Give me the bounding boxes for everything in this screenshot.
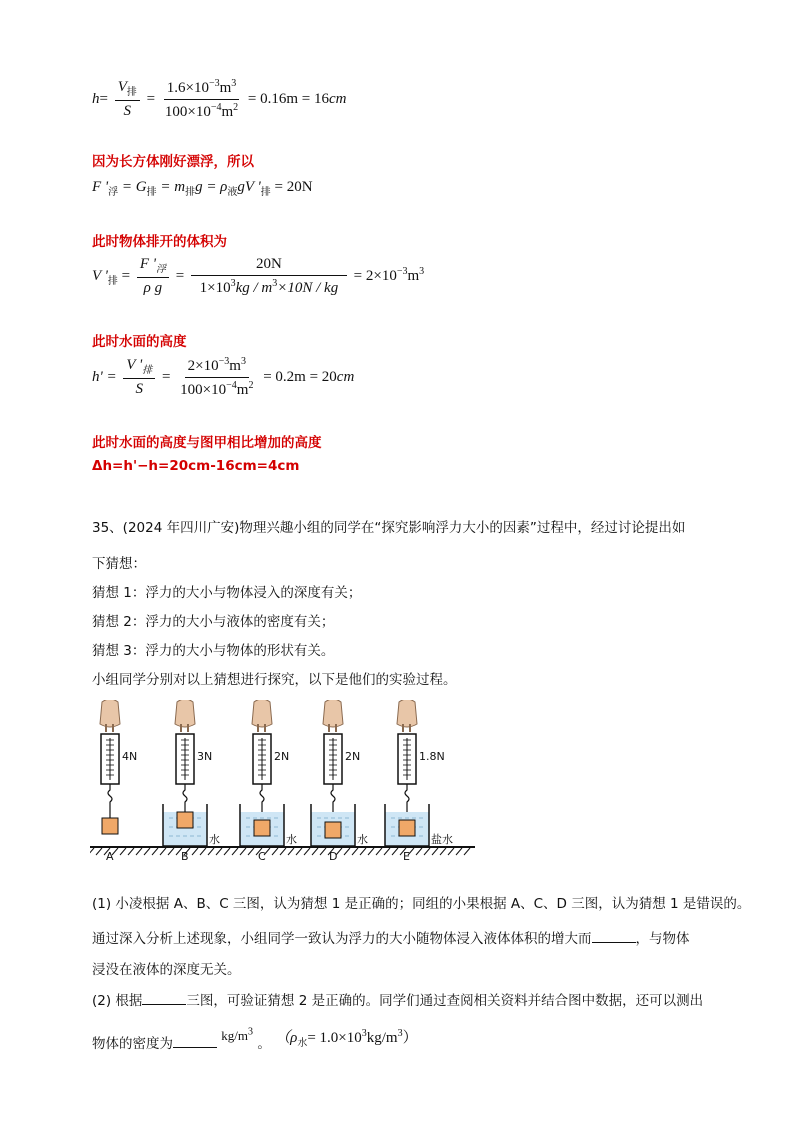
- ground-hatch: [232, 848, 238, 855]
- ground-hatch: [280, 848, 286, 855]
- ground-hatch: [464, 848, 470, 855]
- ground-hatch: [360, 848, 366, 855]
- block: [177, 812, 193, 828]
- q2-close: ）: [402, 1030, 418, 1046]
- ground-hatch: [240, 848, 246, 855]
- q2-period: 。: [257, 1036, 271, 1052]
- hand-icon: [252, 700, 272, 727]
- delta-h-result: Δh=h'−h=20cm-16cm=4cm: [92, 458, 300, 474]
- eq1-frac2-den: 100×10: [164, 104, 211, 120]
- eq2-result: = 20N: [274, 179, 313, 195]
- eq4-frac2-num-unit-sup: 3: [240, 356, 246, 367]
- hand-icon: [323, 700, 343, 727]
- ground-hatch: [216, 848, 222, 855]
- guess-1: 猜想 1：浮力的大小与物体浸入的深度有关；: [92, 585, 362, 601]
- hook-icon: [108, 784, 112, 818]
- ground-hatch: [440, 848, 446, 855]
- eq3-frac1-num: F ': [139, 256, 156, 272]
- eq1-frac2-den-unit-sup: 2: [233, 102, 239, 113]
- ground-hatch: [208, 848, 214, 855]
- eq4-result: = 0.2m = 20: [263, 368, 337, 385]
- block: [254, 820, 270, 836]
- eq2-m: = m: [160, 179, 186, 195]
- answer-blank-3[interactable]: [173, 1033, 217, 1048]
- eq4-frac2-den: 100×10: [180, 382, 227, 398]
- eq2-f-sub: 浮: [108, 187, 119, 198]
- hand-icon: [100, 700, 120, 727]
- eq3-frac2-den-c: ×10N / kg: [277, 280, 339, 296]
- ground-hatch: [90, 848, 94, 855]
- q2-rho-sub: 水: [297, 1038, 308, 1049]
- block: [325, 822, 341, 838]
- eq4-frac1-num-sub: 排: [142, 365, 153, 376]
- ground-hatch: [192, 848, 198, 855]
- question-1-line2: [92, 927, 690, 947]
- liquid-label: 水: [286, 833, 297, 846]
- eq2-f: F ': [92, 179, 109, 195]
- note-height-increase: 此时水面的高度与图甲相比增加的高度: [92, 435, 322, 451]
- hand-icon: [175, 700, 195, 727]
- eq3-lhs-sub: 排: [107, 275, 118, 287]
- ground-hatch: [392, 848, 398, 855]
- eq4-frac2-den-unit-sup: 2: [248, 380, 254, 391]
- scale-reading: 4N: [122, 750, 138, 763]
- equation-new-height: [92, 356, 354, 399]
- question-2-line1: [92, 989, 703, 1009]
- question-2-line2: [92, 1026, 418, 1055]
- eq2-g: = G: [121, 179, 147, 195]
- eq3-frac1-num-sub: 浮: [155, 264, 166, 275]
- eq4-equals: =: [161, 368, 171, 385]
- eq1-frac2-den-unit: m: [221, 104, 234, 120]
- eq1-result: = 0.16m = 16: [247, 90, 329, 107]
- eq3-frac2-den-sup2: 3: [272, 278, 278, 289]
- block: [399, 820, 415, 836]
- equation-buoyancy: [92, 179, 313, 198]
- eq4-lhs: h' =: [92, 368, 117, 385]
- ground-hatch: [200, 848, 206, 855]
- ground-hatch: [384, 848, 390, 855]
- panel-letter: A: [106, 850, 114, 860]
- q2-line2-text: 物体的密度为: [92, 1036, 173, 1052]
- eq1-lhs: h: [92, 90, 100, 107]
- eq3-frac1-den: ρ g: [143, 280, 163, 296]
- equation-height-h: h= $\frac{V_排}{S}$ = $\frac{1.6\times 10^{-3}m^3}{100\times 10^{-4}m^2}$ = 0.16m = 16cm: [92, 78, 347, 120]
- ground-hatch: [272, 848, 278, 855]
- panel-letter: C: [258, 850, 266, 860]
- ground-hatch: [128, 848, 134, 855]
- ground-hatch: [120, 848, 126, 855]
- eq4-fraction-1: [123, 357, 155, 398]
- note-water-height: 此时水面的高度: [92, 334, 187, 350]
- eq2-gv: gV ': [237, 179, 261, 195]
- eq3-equals: =: [121, 267, 131, 284]
- ground-hatch: [152, 848, 158, 855]
- guess-2: 猜想 2：浮力的大小与液体的密度有关；: [92, 614, 335, 630]
- ground-hatch: [96, 848, 102, 855]
- q2-unit: kg/m: [221, 1028, 249, 1043]
- q2-rho-sup: 3: [361, 1028, 367, 1039]
- eq3-fraction-2: [191, 256, 347, 297]
- eq2-rho: g = ρ: [195, 179, 228, 195]
- note-displaced-volume: 此时物体排开的体积为: [92, 234, 227, 250]
- liquid-label: 水: [357, 833, 368, 846]
- eq3-frac2-den-b: kg / m: [235, 280, 273, 296]
- eq4-frac2-num: 2×10: [187, 358, 219, 374]
- eq1-frac2-num-unit-sup: 3: [231, 78, 237, 89]
- panel-letter: B: [181, 850, 189, 860]
- panel-letter: D: [329, 850, 338, 860]
- eq1-frac1-num-sub: 排: [126, 87, 137, 98]
- eq2-g-sub: 排: [146, 187, 157, 198]
- experiment-intro: 小组同学分别对以上猜想进行探究，以下是他们的实验过程。: [92, 672, 457, 688]
- eq3-result-unit: m: [407, 267, 420, 284]
- ground-hatch: [304, 848, 310, 855]
- ground-hatch: [448, 848, 454, 855]
- ground-hatch: [424, 848, 430, 855]
- q2-rho-value: = 1.0×10: [307, 1030, 362, 1046]
- ground-hatch: [224, 848, 230, 855]
- ground-hatch: [296, 848, 302, 855]
- problem-intro-line2: 下猜想：: [92, 556, 146, 572]
- q2-line1-text: 三图，可验证猜想 2 是正确的。同学们通过查阅相关资料并结合图中数据，还可以测出: [186, 993, 704, 1009]
- ground-hatch: [136, 848, 142, 855]
- scale-reading: 2N: [274, 750, 290, 763]
- q2-rho-unit-sup: 3: [397, 1028, 403, 1039]
- eq2-m-sub: 排: [185, 187, 196, 198]
- ground-hatch: [168, 848, 174, 855]
- eq3-lhs: V ': [92, 267, 108, 284]
- problem-intro-line1: 35、(2024 年四川广安)物理兴趣小组的同学在“探究影响浮力大小的因素”过程中，经过讨论提出如: [92, 520, 686, 536]
- question-1-line3: 浸没在液体的深度无关。: [92, 962, 241, 978]
- eq1-fraction-1: [115, 79, 140, 120]
- eq3-frac2-den-a: 1×10: [199, 280, 231, 296]
- ground-hatch: [376, 848, 382, 855]
- panel-letter: E: [403, 850, 410, 860]
- scale-reading: 2N: [345, 750, 361, 763]
- note-floating: 因为长方体刚好漂浮，所以: [92, 154, 254, 170]
- experiment-figure: [90, 700, 480, 860]
- eq1-frac2-num: 1.6×10: [166, 80, 209, 96]
- eq3-frac2-num: 20N: [191, 256, 347, 276]
- eq4-frac2-den-sup: −4: [226, 380, 237, 391]
- eq2-v-sub: 排: [260, 187, 271, 198]
- ground-hatch: [144, 848, 150, 855]
- ground-hatch: [368, 848, 374, 855]
- eq3-result: = 2×10: [353, 267, 397, 284]
- eq4-frac2-num-unit: m: [229, 358, 241, 374]
- eq1-frac2-num-sup: −3: [208, 78, 220, 89]
- guess-3: 猜想 3：浮力的大小与物体的形状有关。: [92, 643, 335, 659]
- eq4-unit: cm: [336, 368, 355, 385]
- ground-hatch: [352, 848, 358, 855]
- eq4-frac1-den: S: [135, 381, 144, 397]
- ground-hatch: [344, 848, 350, 855]
- eq1-unit: cm: [328, 90, 347, 107]
- eq1-frac2-den-sup: −4: [210, 102, 222, 113]
- eq1-frac1-num: V: [117, 79, 127, 95]
- scale-reading: 1.8N: [419, 750, 445, 763]
- q1-line2-end: ，与物体: [635, 931, 690, 947]
- ground-hatch: [456, 848, 462, 855]
- question-1-line1: (1) 小凌根据 A、B、C 三图，认为猜想 1 是正确的；同组的小果根据 A、C、D 三图，认为猜想 1 是错误的。: [92, 896, 751, 912]
- hand-icon: [397, 700, 417, 727]
- q2-unit-sup: 3: [248, 1026, 254, 1038]
- eq1-frac2-num-unit: m: [219, 80, 232, 96]
- hook-icon: [183, 784, 187, 812]
- ground-hatch: [432, 848, 438, 855]
- eq1-frac1-den: S: [123, 103, 132, 119]
- ground-hatch: [288, 848, 294, 855]
- ground-hatch: [320, 848, 326, 855]
- q2-prefix: (2) 根据: [92, 993, 143, 1009]
- scale-reading: 3N: [197, 750, 213, 763]
- block: [102, 818, 118, 834]
- liquid-label: 盐水: [431, 833, 453, 846]
- eq4-frac2-num-sup: −3: [218, 356, 230, 367]
- ground-hatch: [416, 848, 422, 855]
- ground-hatch: [312, 848, 318, 855]
- liquid-label: 水: [209, 833, 220, 846]
- eq4-fraction-2: [177, 356, 256, 399]
- eq3-fraction-1: [137, 256, 169, 297]
- eq1-fraction-2: [162, 78, 241, 121]
- eq2-rho-sub: 液: [227, 187, 238, 198]
- eq3-result-unit-sup: 3: [419, 265, 425, 277]
- eq3-frac2-den-sup: 3: [230, 278, 236, 289]
- eq3-result-sup: −3: [396, 265, 408, 277]
- answer-blank-2[interactable]: [142, 990, 186, 1005]
- ground-hatch: [248, 848, 254, 855]
- eq4-frac1-num: V ': [126, 357, 143, 373]
- q2-rho: （ρ: [275, 1030, 298, 1046]
- ground-hatch: [160, 848, 166, 855]
- eq1-equals: =: [99, 90, 108, 107]
- eq4-frac2-den-unit: m: [236, 382, 249, 398]
- equation-volume: V '$_排$ = $\frac{F '_浮}{\text{ρ g}}$ = $\frac{20N}{1\times 10^3kg / m^3\times 10N / kg}$ = $2\times 10^{-3}m^3$: [92, 256, 425, 296]
- answer-blank-1[interactable]: [592, 928, 636, 943]
- q1-line2-text: 通过深入分析上述现象，小组同学一致认为浮力的大小随物体浸入液体体积的增大而: [92, 931, 592, 947]
- q2-rho-unit: kg/m: [366, 1030, 398, 1046]
